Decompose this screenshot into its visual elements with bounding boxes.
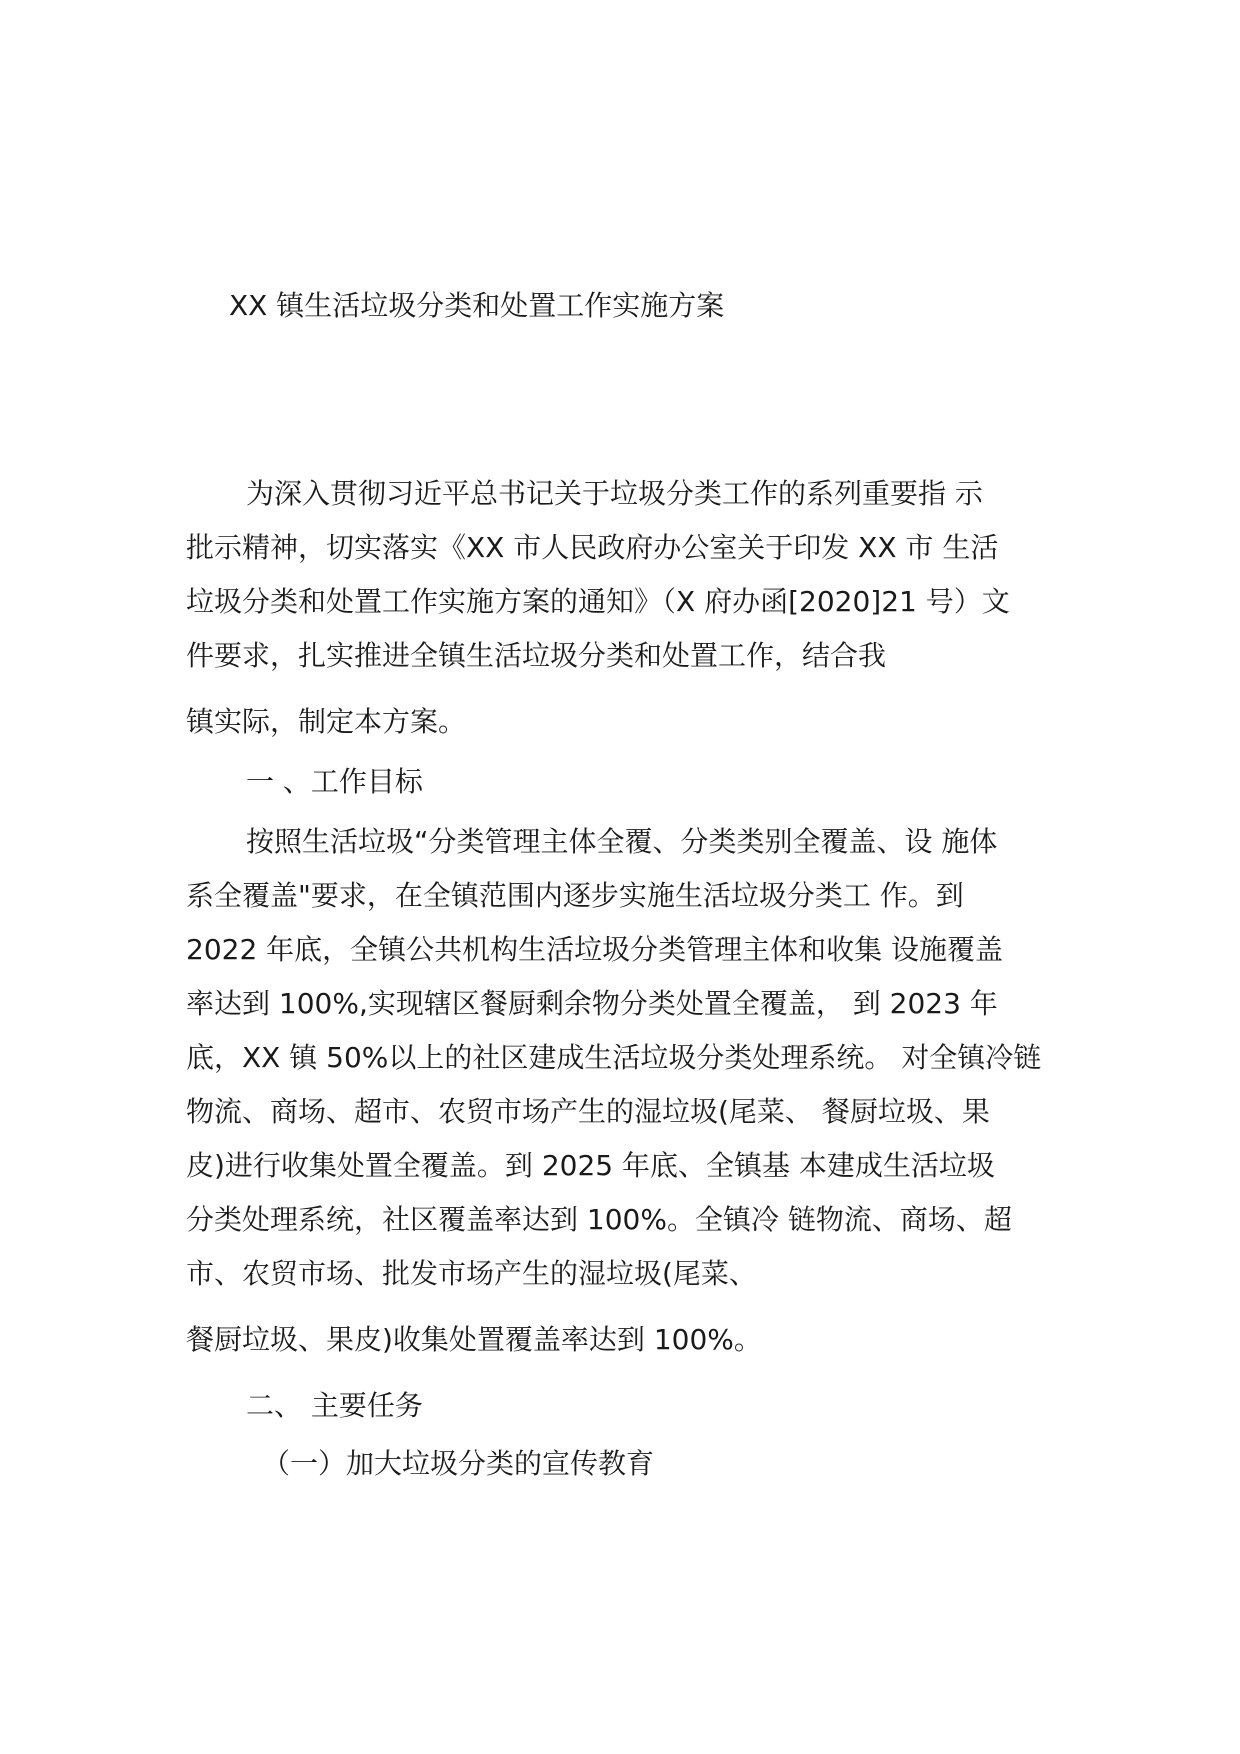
- section-1-line-10: 餐厨垃圾、果皮)收集处置覆盖率达到 100%。: [186, 1323, 762, 1356]
- section-1-line-7: 皮)进行收集处置全覆盖。到 2025 年底、全镇基 本建成生活垃圾: [186, 1149, 995, 1182]
- section-1-line-6: 物流、商场、超市、农贸市场产生的湿垃圾(尾菜、 餐厨垃圾、果: [186, 1095, 990, 1128]
- intro-line-5: 镇实际，制定本方案。: [186, 705, 467, 738]
- intro-line-3: 垃圾分类和处置工作实施方案的通知》（X 府办函[2020]21 号）文: [186, 585, 1010, 618]
- document-title: XX 镇生活垃圾分类和处置工作实施方案: [229, 289, 725, 322]
- intro-line-2: 批示精神，切实落实《XX 市人民政府办公室关于印发 XX 市 生活: [186, 531, 999, 564]
- section-1-heading: 一 、工作目标: [246, 765, 423, 798]
- section-1-line-9: 市、农贸市场、批发市场产生的湿垃圾(尾菜、: [186, 1257, 757, 1290]
- intro-line-4: 件要求，扎实推进全镇生活垃圾分类和处置工作，结合我: [186, 639, 887, 672]
- section-1-line-4: 率达到 100%,实现辖区餐厨剩余物分类处置全覆盖， 到 2023 年: [186, 987, 998, 1020]
- section-1-line-8: 分类处理系统，社区覆盖率达到 100%。全镇冷 链物流、商场、超: [186, 1203, 1012, 1236]
- section-1-line-2: 系全覆盖"要求，在全镇范围内逐步实施生活垃圾分类工 作。到: [186, 879, 964, 912]
- intro-line-1: 为深入贯彻习近平总书记关于垃圾分类工作的系列重要指 示: [246, 477, 983, 510]
- section-1-line-1: 按照生活垃圾“分类管理主体全覆、分类类别全覆盖、设 施体: [246, 825, 998, 858]
- section-1-line-3: 2022 年底，全镇公共机构生活垃圾分类管理主体和收集 设施覆盖: [186, 933, 1004, 966]
- section-2-heading: 二、 主要任务: [246, 1389, 423, 1422]
- section-1-line-5: 底，XX 镇 50%以上的社区建成生活垃圾分类处理系统。 对全镇冷链: [186, 1041, 1042, 1074]
- subsection-1-heading: （一）加大垃圾分类的宣传教育: [262, 1447, 655, 1480]
